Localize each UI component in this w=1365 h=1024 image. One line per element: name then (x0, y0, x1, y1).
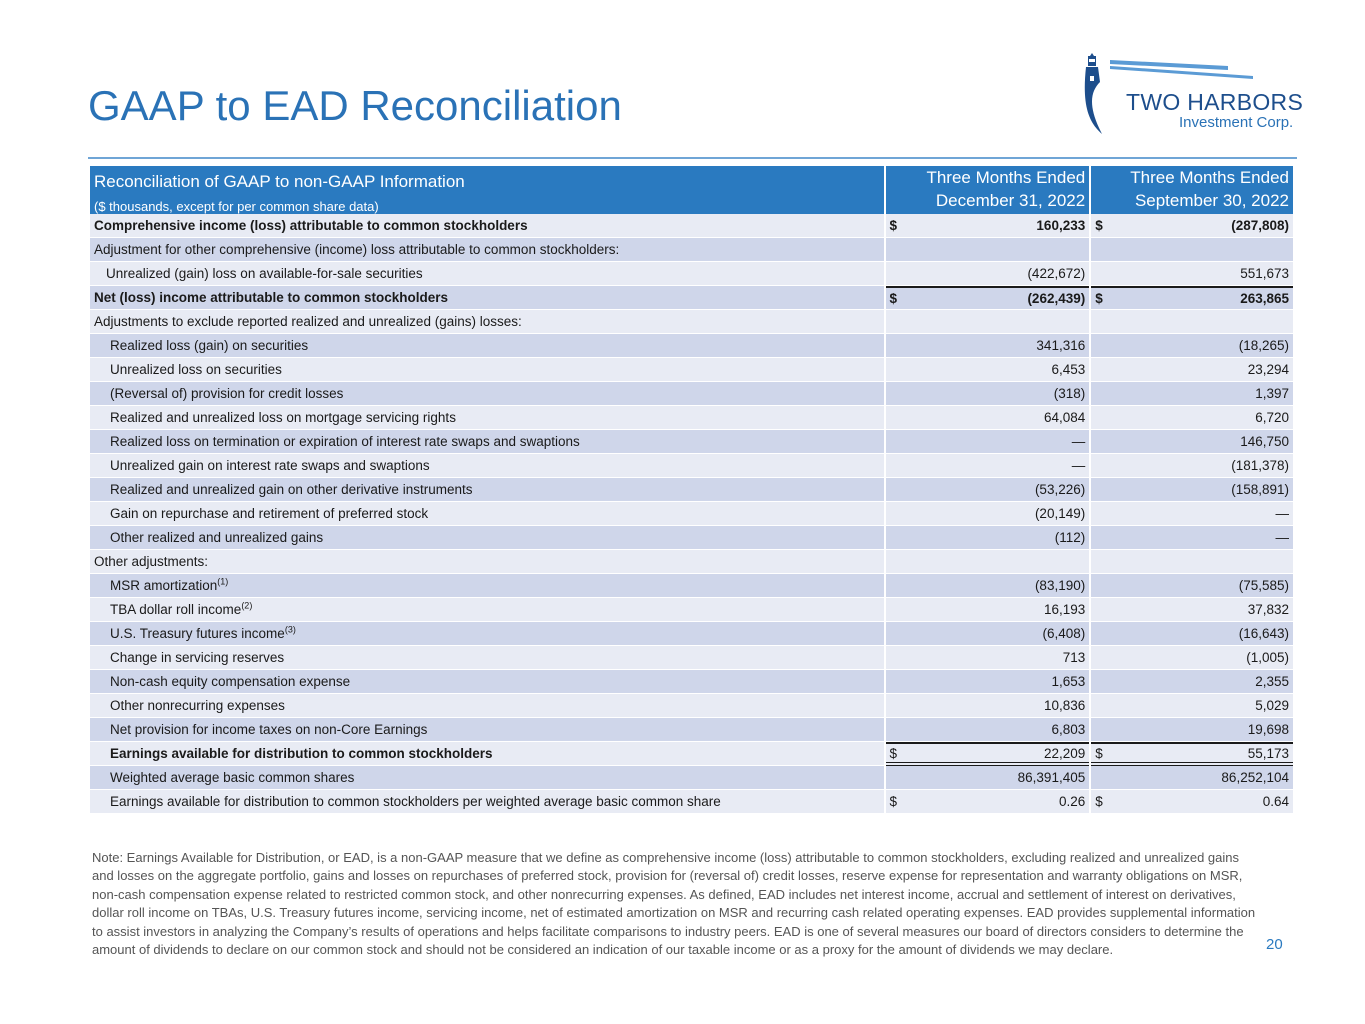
footnote-marker: (1) (217, 576, 229, 587)
table-row (90, 310, 1293, 334)
table-row (90, 358, 1293, 382)
table-row (90, 670, 1293, 694)
row-label-text: TBA dollar roll income (110, 602, 242, 617)
table-row (90, 214, 1293, 238)
table-title: Reconciliation of GAAP to non-GAAP Information (90, 166, 884, 192)
row-value-dec: (20,149) (886, 502, 1090, 526)
row-label: Change in servicing reserves (90, 646, 884, 670)
currency-sign: $ (1095, 745, 1103, 761)
row-value-sep: (16,643) (1091, 622, 1293, 646)
column-header-sep-2022 (1091, 166, 1293, 214)
table-row (90, 238, 1293, 262)
row-label: Realized loss on termination or expiration of interest rate swaps and swaptions (90, 430, 884, 454)
row-label (90, 574, 884, 598)
table-row (90, 406, 1293, 430)
table-row (90, 454, 1293, 478)
currency-sign: $ (889, 218, 898, 233)
row-label: Net provision for income taxes on non-Core Earnings (90, 718, 884, 742)
row-label: Net (loss) income attributable to common stockholders (90, 286, 884, 310)
table-row (90, 646, 1293, 670)
row-value-sep (1091, 742, 1293, 766)
table-row (90, 478, 1293, 502)
table-header-row-1 (90, 166, 1293, 192)
row-label: Unrealized (gain) loss on available-for-sale securities (90, 262, 884, 286)
column-header-dec-line1: Three Months Ended (926, 168, 1086, 187)
table-row (90, 598, 1293, 622)
row-value-dec: 86,391,405 (886, 766, 1090, 790)
row-label: Weighted average basic common shares (90, 766, 884, 790)
row-label: Adjustments to exclude reported realized and unrealized (gains) losses: (90, 310, 884, 334)
footnote-marker: (2) (241, 600, 253, 611)
table-row (90, 502, 1293, 526)
row-value-sep (1091, 310, 1293, 334)
currency-sign: $ (889, 291, 898, 306)
value-text: 263,865 (1240, 291, 1289, 306)
row-label: Realized and unrealized loss on mortgage servicing rights (90, 406, 884, 430)
row-label: Other adjustments: (90, 550, 884, 574)
value-text: 0.64 (1262, 794, 1289, 809)
row-value-sep: 1,397 (1091, 382, 1293, 406)
row-value-dec: 10,836 (886, 694, 1090, 718)
table-row (90, 430, 1293, 454)
value-text: 22,209 (1043, 745, 1086, 761)
currency-sign: $ (1095, 218, 1103, 233)
table-row (90, 622, 1293, 646)
row-label: Other nonrecurring expenses (90, 694, 884, 718)
row-label-text: U.S. Treasury futures income (110, 626, 285, 641)
value-text: (287,808) (1231, 218, 1289, 233)
row-label: Earnings available for distribution to common stockholders (90, 742, 884, 766)
row-value-sep: 551,673 (1091, 262, 1293, 286)
row-value-sep: (18,265) (1091, 334, 1293, 358)
row-value-dec (886, 238, 1090, 262)
footnote-text: Note: Earnings Available for Distribution, or EAD, is a non-GAAP measure that we define as comprehensive income (loss) attributable to common stockholders, excluding realized and unrealized gains and losses on the aggregate portfolio, gains and losses on repurchases of preferred stock, provision for (reversal of) credit losses, reserve expense for representation and warranty obligations on MSR, non-cash compensation expense related to restricted common stock, and other nonrecurring expenses. As defined, EAD includes net interest income, accrual and settlement of interest on derivatives, dollar roll income on TBAs, U.S. Treasury futures income, servicing income, net of estimated amortization on MSR and recurring cash related operating expenses. EAD provides supplemental information to assist investors in analyzing the Company’s results of operations and helps facilitate comparisons to industry peers. EAD is one of several measures our board of directors considers to determine the amount of dividends to declare on our common stock and should not be considered an indication of our taxable income or as a proxy for the amount of dividends we may declare. (92, 850, 1256, 958)
row-value-sep (1091, 550, 1293, 574)
row-value-dec: (53,226) (886, 478, 1090, 502)
row-value-dec: 16,193 (886, 598, 1090, 622)
column-header-sep-line1: Three Months Ended (1130, 168, 1289, 187)
table-row (90, 526, 1293, 550)
row-label: Unrealized loss on securities (90, 358, 884, 382)
currency-sign: $ (889, 794, 898, 809)
row-label (90, 598, 884, 622)
row-value-sep: 23,294 (1091, 358, 1293, 382)
row-value-dec: (112) (886, 526, 1090, 550)
row-value-dec: (83,190) (886, 574, 1090, 598)
value-text: 55,173 (1247, 745, 1289, 761)
row-value-dec (886, 286, 1090, 310)
table-row (90, 694, 1293, 718)
page-number: 20 (1266, 936, 1283, 953)
column-header-dec-line2: December 31, 2022 (935, 191, 1086, 210)
table-row (90, 718, 1293, 742)
row-value-sep: 146,750 (1091, 430, 1293, 454)
row-value-dec: (6,408) (886, 622, 1090, 646)
row-value-sep (1091, 286, 1293, 310)
row-value-dec: 64,084 (886, 406, 1090, 430)
row-label: Gain on repurchase and retirement of preferred stock (90, 502, 884, 526)
row-label: Adjustment for other comprehensive (income) loss attributable to common stockholders: (90, 238, 884, 262)
row-value-dec: (318) (886, 382, 1090, 406)
row-value-sep (1091, 790, 1293, 814)
row-value-sep: — (1091, 502, 1293, 526)
row-value-dec (886, 310, 1090, 334)
row-value-sep: 5,029 (1091, 694, 1293, 718)
row-value-dec (886, 742, 1090, 766)
currency-sign: $ (1095, 794, 1103, 809)
row-value-dec (886, 214, 1090, 238)
column-header-sep-line2: September 30, 2022 (1134, 191, 1289, 210)
table-row (90, 286, 1293, 310)
row-label: Realized loss (gain) on securities (90, 334, 884, 358)
row-value-sep (1091, 238, 1293, 262)
reconciliation-table (88, 166, 1295, 814)
table-row (90, 334, 1293, 358)
row-value-dec: 6,453 (886, 358, 1090, 382)
table-row (90, 382, 1293, 406)
row-value-dec: 713 (886, 646, 1090, 670)
row-label (90, 622, 884, 646)
row-value-sep: (1,005) (1091, 646, 1293, 670)
row-label-text: MSR amortization (110, 578, 218, 593)
row-value-sep: 2,355 (1091, 670, 1293, 694)
logo-subtitle: Investment Corp. (1179, 114, 1294, 131)
value-text: 160,233 (1036, 218, 1086, 233)
row-value-dec (886, 550, 1090, 574)
row-value-dec: (422,672) (886, 262, 1090, 286)
title-divider (88, 157, 1297, 159)
row-value-dec (886, 790, 1090, 814)
row-label: Earnings available for distribution to common stockholders per weighted average basic common share (90, 790, 884, 814)
row-value-sep (1091, 214, 1293, 238)
row-value-sep: 86,252,104 (1091, 766, 1293, 790)
row-label: Comprehensive income (loss) attributable to common stockholders (90, 214, 884, 238)
column-header-dec-2022 (886, 166, 1090, 214)
currency-sign: $ (1095, 291, 1103, 306)
table-row (90, 766, 1293, 790)
row-label: Non-cash equity compensation expense (90, 670, 884, 694)
currency-sign: $ (889, 745, 898, 761)
row-value-dec: — (886, 430, 1090, 454)
row-label: (Reversal of) provision for credit losses (90, 382, 884, 406)
page-title: GAAP to EAD Reconciliation (88, 82, 622, 129)
row-value-dec: 1,653 (886, 670, 1090, 694)
row-value-dec: 341,316 (886, 334, 1090, 358)
table-row (90, 262, 1293, 286)
row-value-sep: (75,585) (1091, 574, 1293, 598)
table-subtitle: ($ thousands, except for per common share data) (90, 192, 884, 214)
logo-name: TWO HARBORS (1126, 89, 1304, 115)
value-text: (262,439) (1027, 291, 1086, 306)
row-label: Other realized and unrealized gains (90, 526, 884, 550)
row-value-dec: — (886, 454, 1090, 478)
row-value-sep: (181,378) (1091, 454, 1293, 478)
table-row (90, 790, 1293, 814)
row-value-sep: — (1091, 526, 1293, 550)
row-label: Realized and unrealized gain on other derivative instruments (90, 478, 884, 502)
row-value-sep: 37,832 (1091, 598, 1293, 622)
value-text: 0.26 (1058, 794, 1086, 809)
row-value-sep: 19,698 (1091, 718, 1293, 742)
table-row (90, 550, 1293, 574)
row-value-sep: 6,720 (1091, 406, 1293, 430)
table-row (90, 742, 1293, 766)
table-row (90, 574, 1293, 598)
row-label: Unrealized gain on interest rate swaps and swaptions (90, 454, 884, 478)
row-value-dec: 6,803 (886, 718, 1090, 742)
footnote-marker: (3) (284, 624, 296, 635)
row-value-sep: (158,891) (1091, 478, 1293, 502)
